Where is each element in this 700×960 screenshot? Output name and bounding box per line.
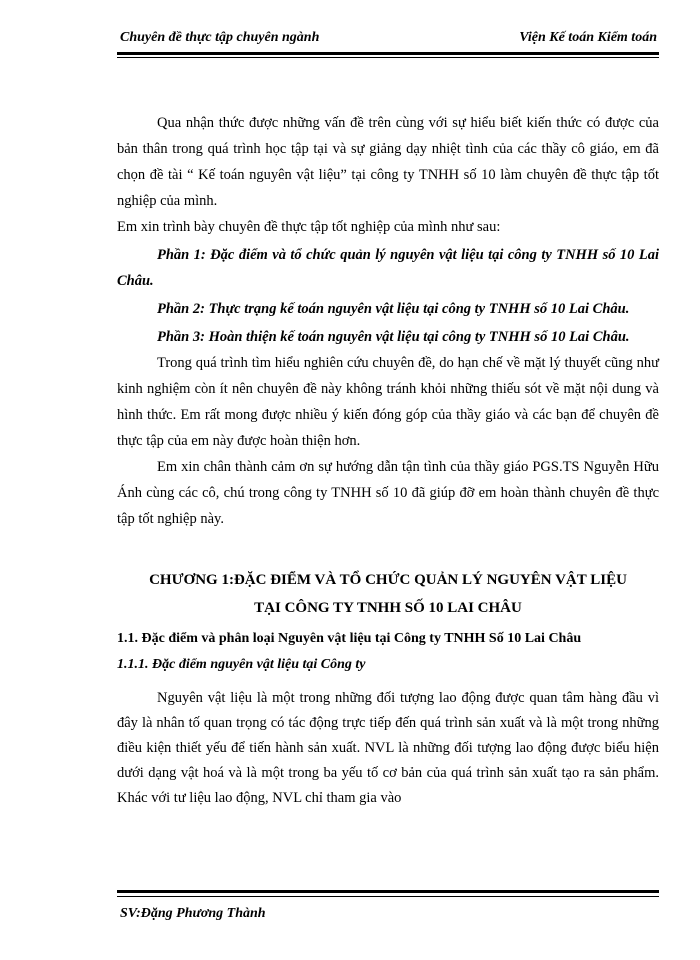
page-body xyxy=(117,110,659,811)
limitations-paragraph: Trong quá trình tìm hiểu nghiên cứu chuyên đề, do hạn chế về mặt lý thuyết cũng như kinh nghiệm còn ít nên chuyên đề này không tránh khỏi những thiếu sót về mặt nội dung và hình thức. Em rất mong được nhiều ý kiến đóng góp của thầy giáo và các bạn để chuyên đề thực tập của em này được hoàn thiện hơn. xyxy=(117,355,659,449)
header-rule-thin xyxy=(117,57,659,58)
section-heading-1-1: 1.1. Đặc điểm và phân loại Nguyên vật liệu tại Công ty TNHH Số 10 Lai Châu xyxy=(117,631,582,646)
materials-paragraph: Nguyên vật liệu là một trong những đối tượng lao động được quan tâm hàng đầu vì đây là nhân tố quan trọng có tác động trực tiếp đến quá trình sản xuất và là một trong những điều kiện thiết yếu để tiến hành sản xuất. NVL là những đối tượng lao động được biểu hiện dưới dạng vật hoá và là một trong ba yếu tố cơ bản của quá trình sản xuất tạo ra sản phẩm. Khác với tư liệu lao động, NVL chỉ tham gia vào xyxy=(117,690,659,806)
chapter-title: CHƯƠNG 1:ĐẶC ĐIỂM VÀ TỔ CHỨC QUẢN LÝ NGUYÊN VẬT LIỆU TẠI CÔNG TY TNHH SỐ 10 LAI CHÂU xyxy=(149,572,627,616)
section-heading-1-1-1: 1.1.1. Đặc điểm nguyên vật liệu tại Công ty xyxy=(117,657,366,672)
acknowledgement-paragraph: Em xin chân thành cảm ơn sự hướng dẫn tận tình của thầy giáo PGS.TS Nguyễn Hữu Ánh cùng các cô, chú trong công ty TNHH số 10 đã giúp đỡ em hoàn thành chuyên đề thực tập tốt nghiệp này. xyxy=(117,459,659,527)
part-3: Phần 3: Hoàn thiện kế toán nguyên vật liệu tại công ty TNHH số 10 Lai Châu. xyxy=(157,329,630,345)
footer-student-name: SV:Đặng Phương Thành xyxy=(120,906,266,921)
part-1: Phần 1: Đặc điểm và tổ chức quản lý nguyên vật liệu tại công ty TNHH số 10 Lai Châu. xyxy=(117,247,659,289)
page-header xyxy=(117,30,659,50)
footer-rule-thin xyxy=(117,896,659,897)
outline-intro: Em xin trình bày chuyên đề thực tập tốt nghiệp của mình như sau: xyxy=(117,219,501,235)
intro-paragraph: Qua nhận thức được những vấn đề trên cùng với sự hiểu biết kiến thức có được của bản thân trong quá trình học tập tại và sự giảng dạy nhiệt tình của các thầy cô giáo, em đã chọn đề tài “ Kế toán nguyên vật liệu” tại công ty TNHH số 10 làm chuyên đề thực tập tốt nghiệp của mình. xyxy=(117,115,659,209)
header-institute: Viện Kế toán Kiểm toán xyxy=(519,30,657,45)
header-document-type: Chuyên đề thực tập chuyên ngành xyxy=(120,30,320,45)
header-rule-thick xyxy=(117,52,659,55)
part-2: Phần 2: Thực trạng kế toán nguyên vật liệu tại công ty TNHH số 10 Lai Châu. xyxy=(157,301,630,317)
footer-rule-thick xyxy=(117,890,659,893)
